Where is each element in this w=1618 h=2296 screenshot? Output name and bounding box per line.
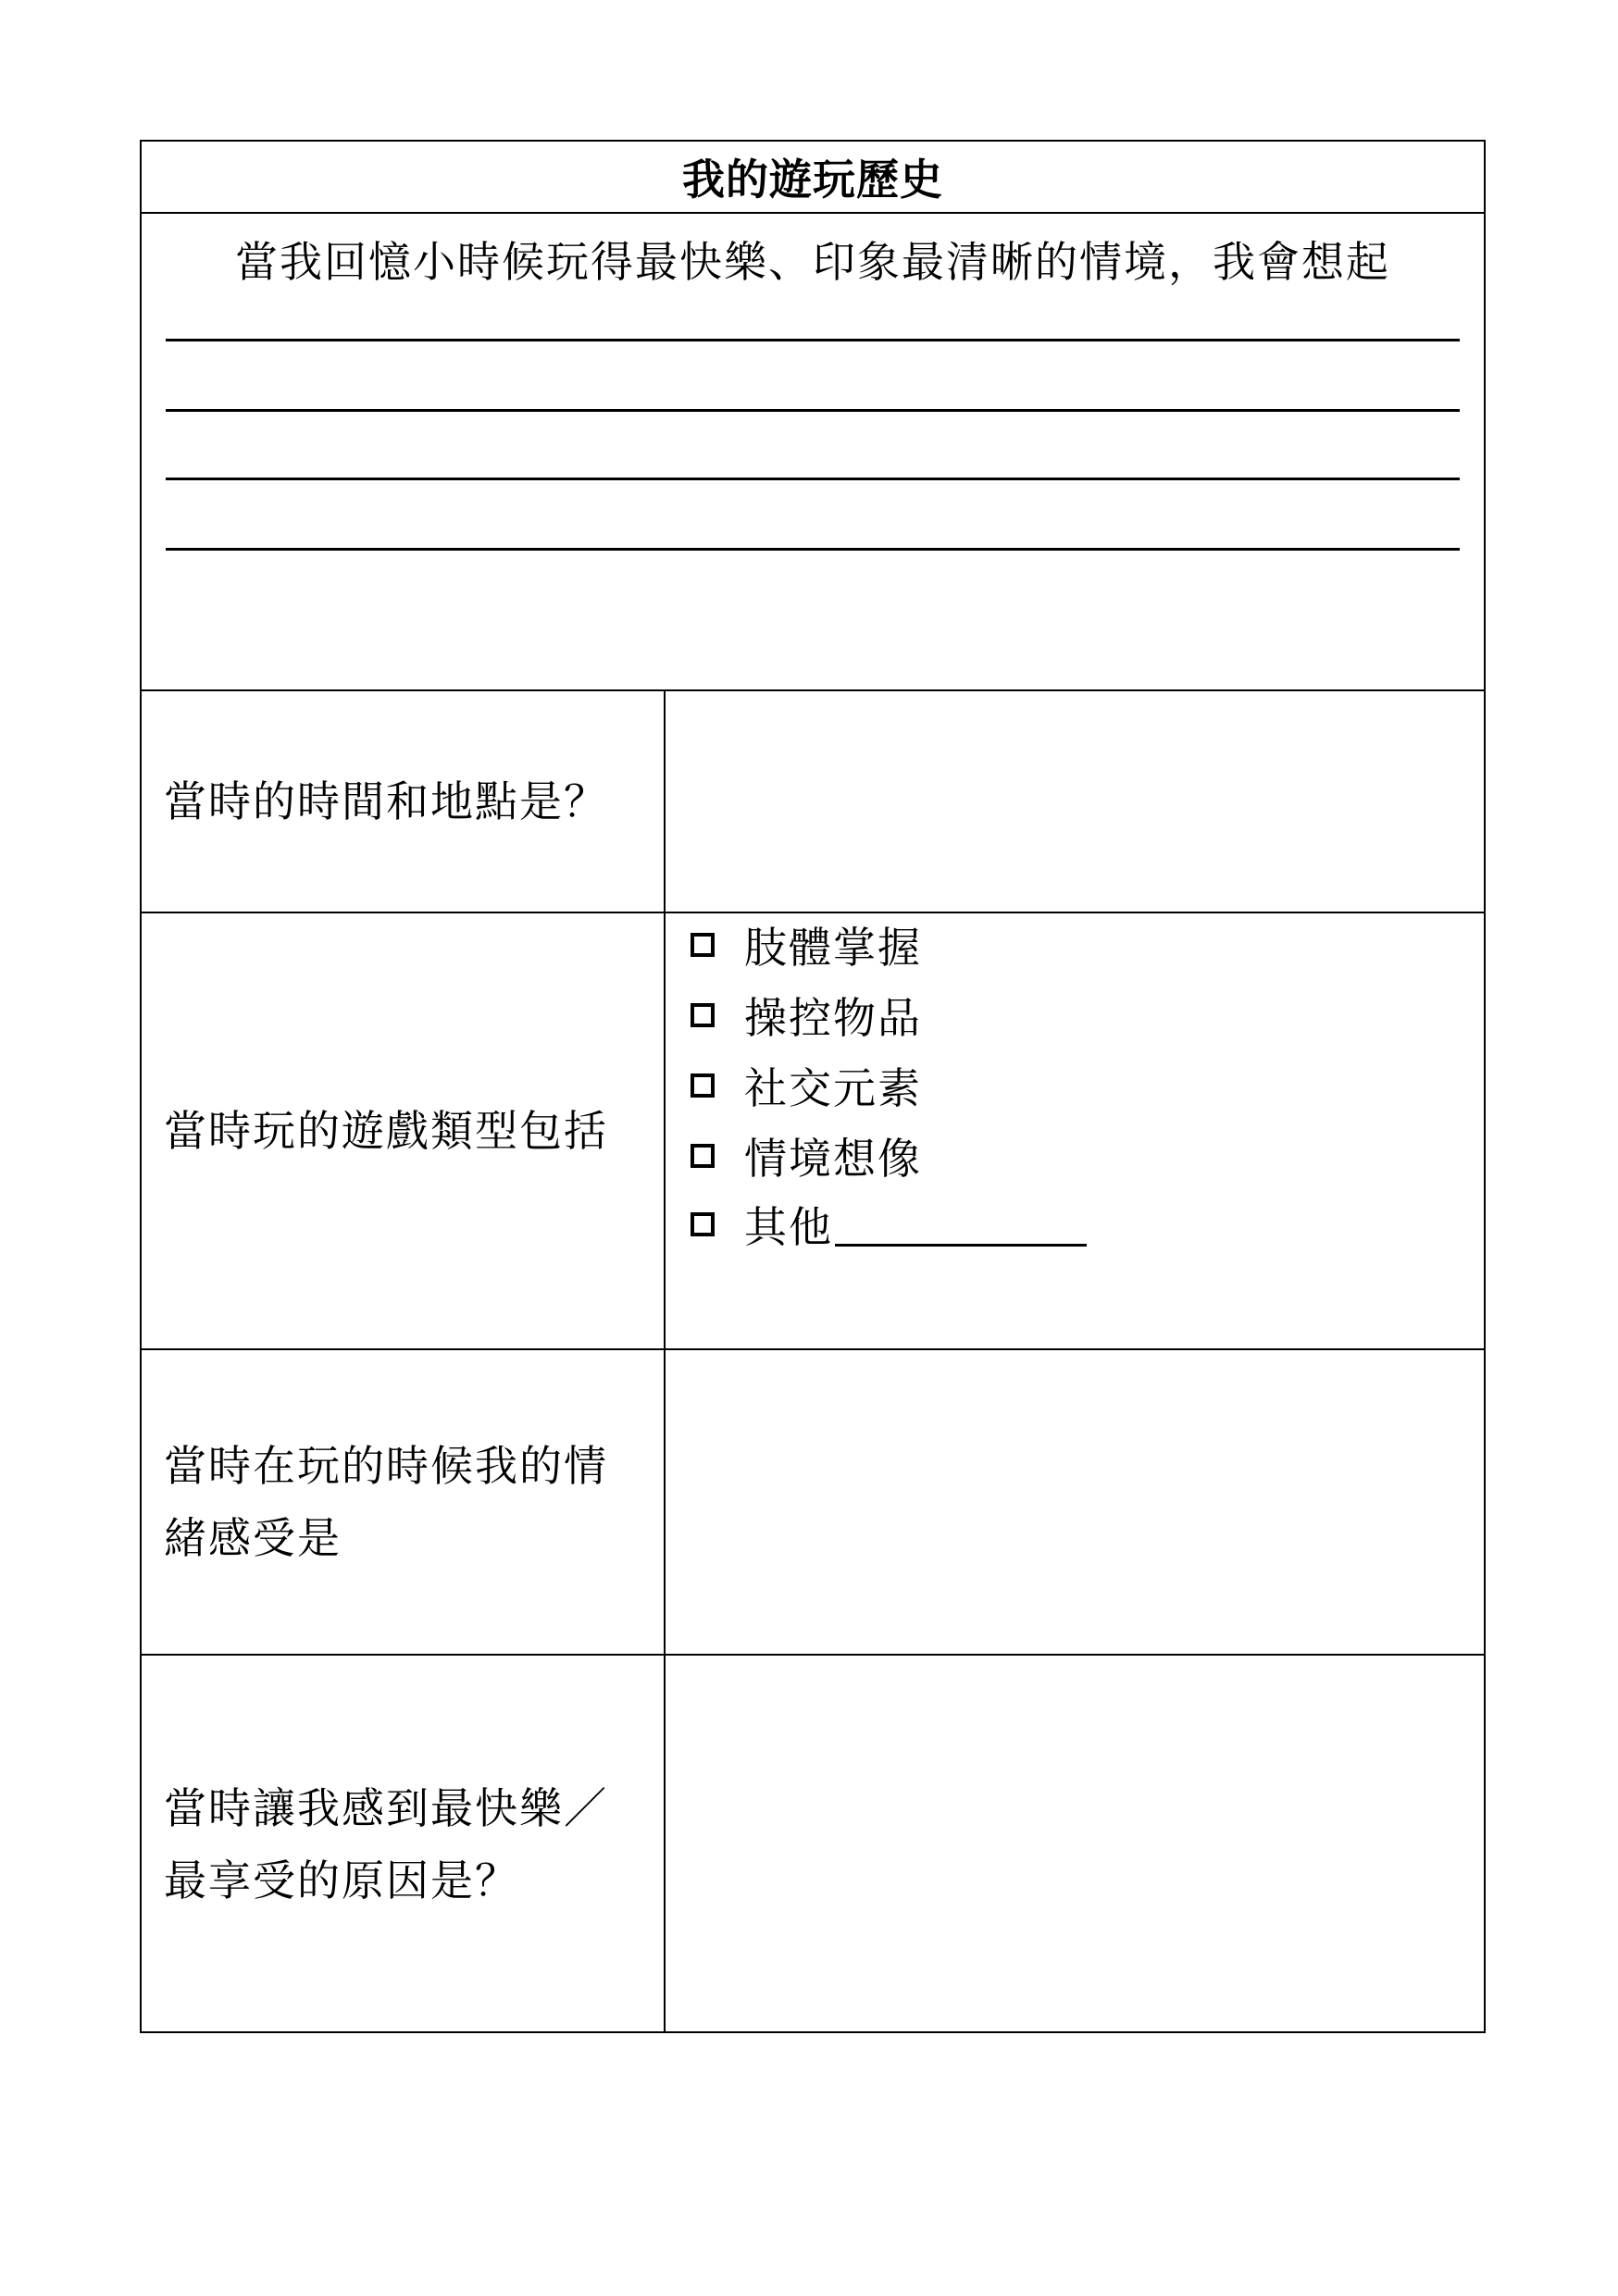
answer-line-4[interactable]	[166, 548, 1460, 551]
answer-line-1[interactable]	[166, 339, 1460, 341]
answer-cell-time-place[interactable]	[666, 691, 1484, 912]
option-label: 操控物品	[744, 993, 922, 1043]
option-social[interactable]	[691, 1058, 922, 1113]
row-reasons	[142, 1656, 1484, 2033]
option-label: 社交元素	[744, 1063, 922, 1113]
label-emotions-line-2: 緒感受是	[164, 1513, 342, 1563]
label-time-place: 當時的時間和地點是？	[164, 776, 608, 826]
worksheet-table	[140, 140, 1486, 2033]
answer-cell-reasons[interactable]	[666, 1656, 1484, 2033]
option-label: 肢體掌握	[744, 923, 922, 973]
recall-cell[interactable]	[142, 214, 1484, 691]
row-time-place	[142, 691, 1484, 913]
label-reasons-line-1: 當時讓我感到最快樂／	[164, 1783, 608, 1833]
other-blank-line[interactable]	[835, 1244, 1087, 1247]
label-cell-emotions	[142, 1350, 666, 1654]
label-reasons	[164, 1772, 608, 1917]
option-label: 情境想像	[744, 1134, 922, 1184]
checkbox-icon[interactable]	[691, 1003, 715, 1027]
checkbox-icon[interactable]	[691, 1144, 715, 1168]
answer-line-3[interactable]	[166, 478, 1460, 480]
option-label: 其他	[744, 1202, 833, 1252]
option-object-play[interactable]	[691, 987, 922, 1043]
label-cell-reasons	[142, 1656, 666, 2033]
checkbox-icon[interactable]	[691, 933, 715, 957]
answer-line-2[interactable]	[166, 409, 1460, 412]
row-emotions	[142, 1350, 1484, 1656]
label-emotions	[164, 1430, 608, 1574]
checkbox-icon[interactable]	[691, 1212, 715, 1236]
option-other[interactable]	[691, 1197, 1087, 1252]
answer-cell-emotions[interactable]	[666, 1350, 1484, 1654]
title-cell	[142, 142, 1484, 214]
answer-cell-game-types	[666, 913, 1484, 1348]
label-cell-time-place	[142, 691, 666, 912]
option-body-mastery[interactable]	[691, 917, 922, 973]
label-emotions-line-1: 當時在玩的時候我的情	[164, 1441, 608, 1491]
label-cell-game-types	[142, 913, 666, 1348]
option-pretend[interactable]	[691, 1128, 922, 1184]
checkbox-icon[interactable]	[691, 1074, 715, 1098]
label-reasons-line-2: 最享受的原因是？	[164, 1855, 519, 1905]
worksheet-title: 我的遊玩歷史	[682, 155, 943, 205]
label-game-types: 當時玩的遊戲類型包括	[164, 1106, 608, 1156]
recall-prompt: 當我回憶小時候玩得最快樂、印象最清晰的情境，我會想起	[235, 237, 1390, 287]
row-game-types	[142, 913, 1484, 1350]
